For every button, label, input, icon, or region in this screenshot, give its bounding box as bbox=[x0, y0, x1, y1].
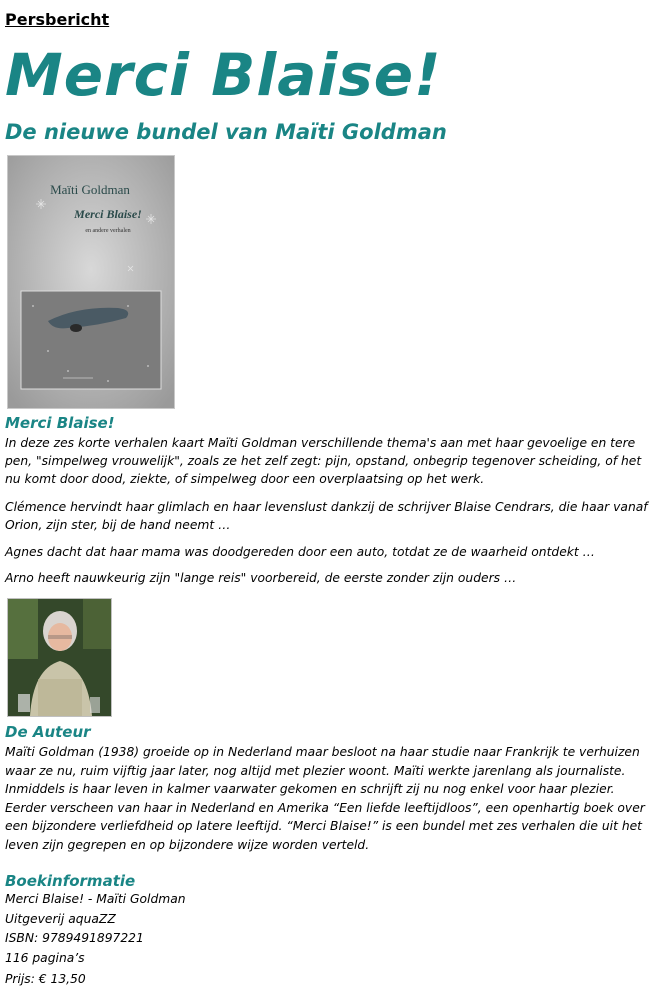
info-title-author: Merci Blaise! - Maïti Goldman bbox=[5, 892, 186, 906]
author-bio: Maïti Goldman (1938) groeide op in Nederland maar besloot na haar studie naar Frankrijk te verhuizen waar ze nu, ruim vijftig jaar later, nog altijd met plezier woont. Maïti werkte jarenlang als journaliste. Inmiddels is haar leven in kalmer vaarwater gekomen en schrijft zij nu nog enkel voor haar plezier. Eerder verscheen van haar in Nederland en Amerika “Een liefde leeftijdloos”, een openhartig boek over een bijzondere verliefdheid op latere leeftijd. “Merci Blaise!” is een bundel met zes verhalen die uit het leven zijn gegrepen en op bijzondere wijze worden verteld. bbox=[5, 745, 645, 852]
info-price: Prijs: € 13,50 bbox=[5, 972, 86, 986]
book-cover-art bbox=[8, 156, 174, 408]
info-isbn: ISBN: 9789491897221 bbox=[5, 931, 144, 945]
author-photo bbox=[7, 598, 112, 717]
cover-subtitle: en andere verhalen bbox=[85, 228, 131, 234]
page-subtitle: De nieuwe bundel van Maïti Goldman bbox=[5, 120, 447, 144]
page-title: Merci Blaise! bbox=[5, 41, 442, 109]
cover-author: Maïti Goldman bbox=[50, 182, 130, 197]
info-publisher: Uitgeverij aquaZZ bbox=[5, 912, 116, 926]
book-paragraph-arno: Arno heeft nauwkeurig zijn "lange reis" voorbereid, de eerste zonder zijn ouders … bbox=[5, 571, 517, 585]
info-pages: 116 pagina’s bbox=[5, 951, 85, 965]
book-info-heading: Boekinformatie bbox=[5, 872, 136, 890]
cover-title: Merci Blaise! bbox=[74, 207, 142, 221]
book-paragraph-agnes: Agnes dacht dat haar mama was doodgereden door een auto, totdat ze de waarheid ontdekt … bbox=[5, 545, 595, 559]
book-intro-paragraph: In deze zes korte verhalen kaart Maïti Goldman verschillende thema's aan met haar gevoelige en tere pen, "simpelweg vrouwelijk", zoals ze het zelf zegt: pijn, opstand, onbegrip tegenover scheiding, of het nu komt door dood, ziekte, of simpelweg door een overplaatsing op het werk. bbox=[5, 436, 642, 486]
book-cover-image bbox=[7, 155, 175, 409]
press-release-label: Persbericht bbox=[5, 10, 110, 29]
author-portrait bbox=[8, 599, 111, 716]
book-heading: Merci Blaise! bbox=[5, 414, 115, 432]
book-paragraph-clemence: Clémence hervindt haar glimlach en haar levenslust dankzij de schrijver Blaise Cendrars, die haar vanaf Orion, zijn ster, bij de hand neemt … bbox=[5, 500, 648, 532]
author-heading: De Auteur bbox=[5, 723, 91, 741]
